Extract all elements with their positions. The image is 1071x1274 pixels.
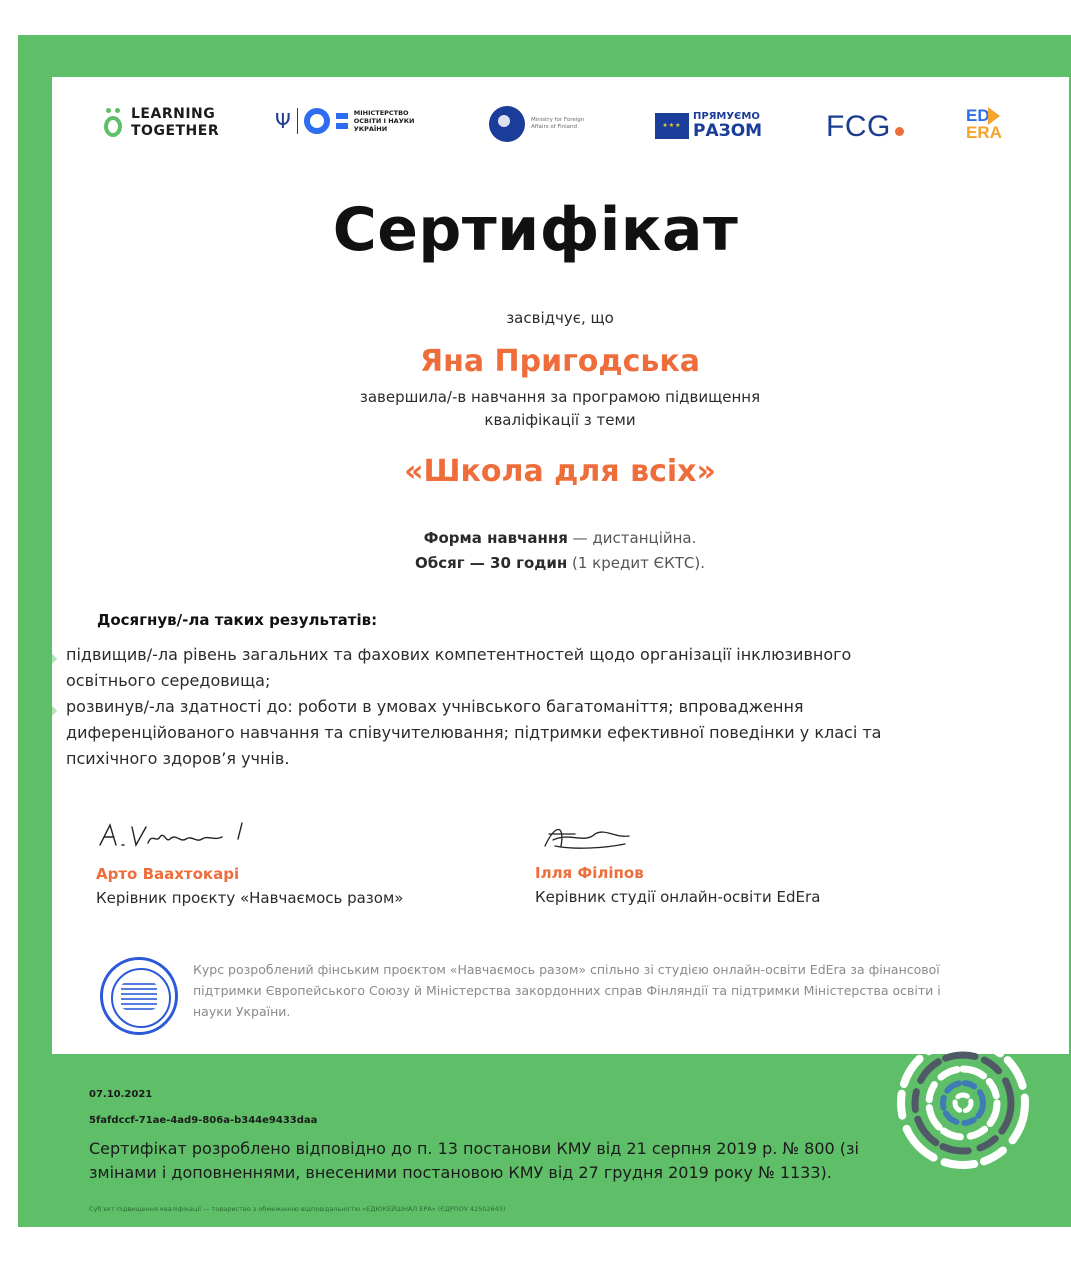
- handwritten-signature-2: [535, 820, 635, 854]
- edera-logo: [966, 107, 1002, 141]
- logo-text-line2: TOGETHER: [131, 123, 220, 139]
- result-text: підвищив/-ла рівень загальних та фахових компетентностей щодо організації інклюзивного освітнього середовища;: [66, 645, 852, 690]
- completion-text: [220, 386, 900, 432]
- legal-basis: Сертифікат розроблено відповідно до п. 13 постанови КМУ від 21 серпня 2019 р. № 800 (зі змінами і доповненнями, внесеними постановою КМУ від 27 грудня 2019 року № 1133).: [89, 1139, 859, 1182]
- completion-line2: кваліфікації з теми: [484, 411, 636, 429]
- fcg-dot-icon: [895, 127, 904, 136]
- handwritten-signature-1: [96, 815, 256, 855]
- list-item: [48, 642, 946, 694]
- eu-text-line1: ПРЯМУЄМО: [693, 111, 760, 122]
- signature-block-2: [535, 820, 820, 906]
- edera-text-era: ERA: [966, 123, 1002, 142]
- volume-value: (1 кредит ЄКТС).: [567, 554, 705, 572]
- spiral-emblem: [896, 1036, 1030, 1170]
- ministry-foreign-logo: [489, 106, 591, 142]
- eu-flag-icon: ★★★: [655, 113, 689, 139]
- fcg-logo: [826, 110, 904, 144]
- entity-info: Суб’єкт підвищення кваліфікації — товариство з обмеженою відповідальністю «ЕДЮКЕЙШНАЛ ЕРА» (ЄДРПОУ 42502643): [89, 1205, 506, 1213]
- signer-name: Ілля Філіпов: [535, 864, 644, 882]
- leaf-bullet-icon: ◆: [48, 703, 58, 717]
- completion-line1: завершила/-в навчання за програмою підвищення: [359, 388, 761, 406]
- signer-name: Арто Ваахтокарі: [96, 865, 240, 883]
- certificate-title: Сертифікат: [332, 195, 739, 265]
- ministry-bars-icon: [336, 113, 348, 129]
- edera-text-ed: ED: [966, 106, 990, 125]
- form-label: Форма навчання: [423, 529, 568, 547]
- certificate-id: 5fafdccf-71ae-4ad9-806a-b344e9433daa: [89, 1115, 318, 1126]
- certifies-text: засвідчує, що: [506, 309, 614, 327]
- recipient-name: Яна Пригодська: [420, 344, 700, 379]
- results-heading: Досягнув/-ла таких результатів:: [97, 611, 378, 629]
- course-title: «Школа для всіх»: [404, 454, 716, 489]
- trident-icon: Ψ: [275, 109, 291, 133]
- official-stamp: [100, 957, 178, 1035]
- volume-label: Обсяг — 30 годин: [414, 554, 568, 572]
- ministry-education-text: МІНІСТЕРСТВО ОСВІТИ І НАУКИ УКРАЇНИ: [353, 109, 415, 133]
- form-value: — дистанційна.: [567, 529, 697, 547]
- leaf-bullet-icon: ◆: [48, 651, 58, 665]
- results-list: [48, 642, 946, 772]
- signer-role: Керівник проєкту «Навчаємось разом»: [96, 889, 404, 907]
- signature-block-1: [96, 815, 403, 907]
- ministry-education-logo: [275, 108, 426, 134]
- eu-project-logo: [655, 111, 762, 140]
- eu-text-line2: РАЗОМ: [693, 121, 763, 141]
- signer-role: Керівник студії онлайн-освіти EdEra: [535, 888, 821, 906]
- issue-date: 07.10.2021: [89, 1089, 153, 1100]
- study-details: [220, 526, 900, 576]
- ministry-foreign-text: Ministry for Foreign Affairs of Finland: [531, 117, 585, 130]
- fcg-text: FCG: [826, 110, 891, 143]
- list-item: [48, 694, 946, 772]
- course-note: Курс розроблений фінським проєктом «Навчаємось разом» спільно зі студією онлайн-освіти EdEra за фінансової підтримки Європейського Союзу й Міністерства закордонних справ Фінляндії та підтримки Міністерства освіти і науки України.: [193, 962, 941, 1019]
- logo-text-line1: LEARNING: [131, 106, 216, 122]
- finland-emblem-icon: [489, 106, 525, 142]
- learning-together-logo: [103, 106, 219, 140]
- learning-together-icon: [103, 108, 123, 138]
- ministry-o-icon: [304, 108, 330, 134]
- result-text: розвинув/-ла здатності до: роботи в умовах учнівського багатоманіття; впровадження диференційованого навчання та співучителювання; підтримки ефективної поведінки у класі та психічного здоров’я учнів.: [66, 697, 882, 768]
- edera-arrow-icon: [988, 107, 1000, 125]
